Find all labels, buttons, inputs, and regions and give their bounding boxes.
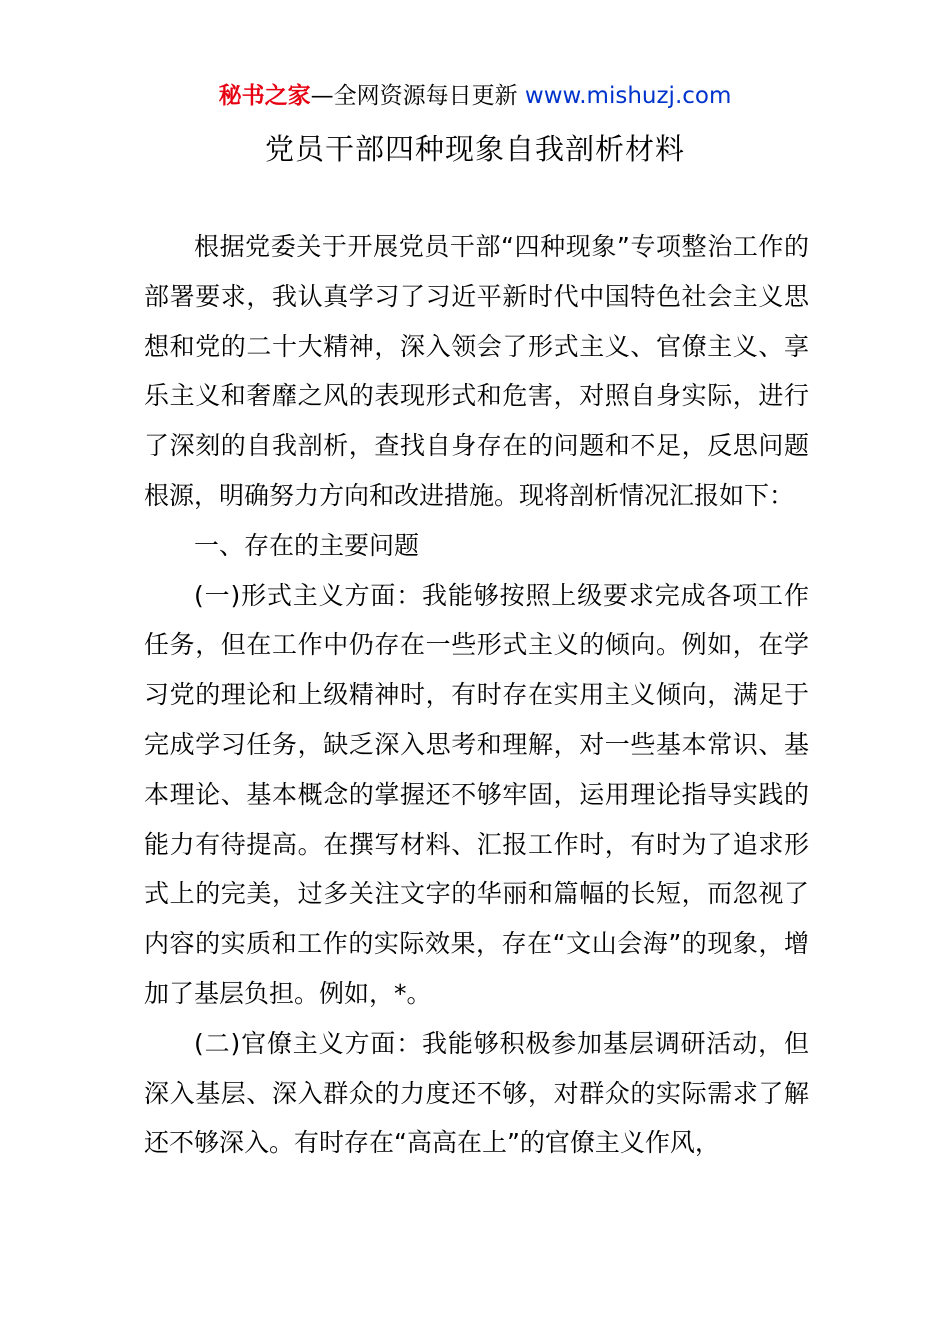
intro-paragraph: 根据党委关于开展党员干部“四种现象”专项整治工作的部署要求，我认真学习了习近平新时代中国特色社会主义思想和党的二十大精神，深入领会了形式主义、官僚主义、享乐主义和奢靡之风的表现形式和危害，对照自身实际，进行了深刻的自我剖析，查找自身存在的问题和不足，反思问题根源，明确努力方向和改进措施。现将剖析情况汇报如下： <box>144 232 809 510</box>
site-tagline: —全网资源每日更新 <box>310 83 525 109</box>
site-header <box>0 80 950 112</box>
section-heading: 一、存在的主要问题 <box>194 530 420 560</box>
site-url-link[interactable]: www.mishuzj.com <box>524 83 732 109</box>
formalism-paragraph: (一)形式主义方面：我能够按照上级要求完成各项工作任务，但在工作中仍存在一些形式主义的倾向。例如，在学习党的理论和上级精神时，有时存在实用主义倾向，满足于完成学习任务，缺乏深入思考和理解，对一些基本常识、基本理论、基本概念的掌握还不够牢固，运用理论指导实践的能力有待提高。在撰写材料、汇报工作时，有时为了追求形式上的完美，过多关注文字的华丽和篇幅的长短，而忽视了内容的实质和工作的实际效果，存在“文山会海”的现象，增加了基层负担。例如，*。 <box>144 580 809 1008</box>
site-brand: 秘书之家 <box>218 83 311 109</box>
document-body <box>144 222 809 1168</box>
document-title: 党员干部四种现象自我剖析材料 <box>264 132 685 166</box>
bureaucratism-paragraph: (二)官僚主义方面：我能够积极参加基层调研活动，但深入基层、深入群众的力度还不够，对群众的实际需求了解还不够深入。有时存在“高高在上”的官僚主义作风， <box>144 1028 809 1158</box>
